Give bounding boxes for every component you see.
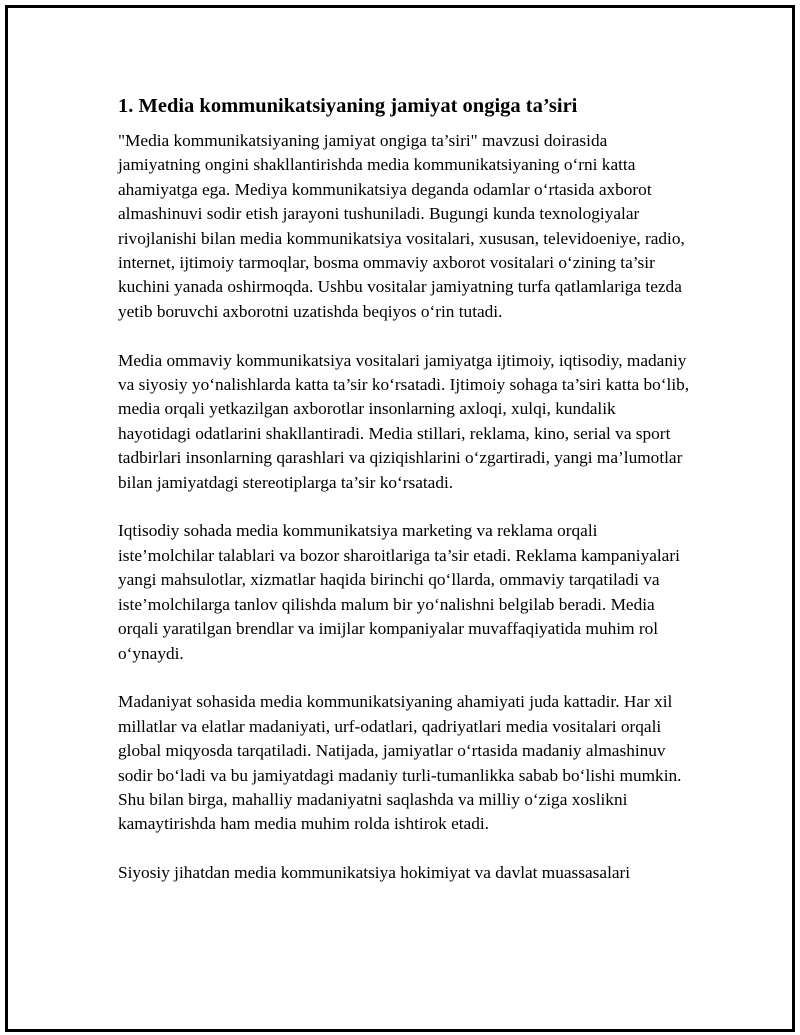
paragraph-economic: Iqtisodiy sohada media kommunikatsiya marketing va reklama orqali iste’molchilar talablari va bozor sharoitlariga ta’sir etadi. Reklama kampaniyalari yangi mahsulotlar, xizmatlar haqida birinchi qo‘llarda, ommaviy tarqatiladi va iste’molchilarga tanlov qilishda malum bir yo‘nalishni belgilab beradi. Media orqali yaratilgan brendlar va imijlar kompaniyalar muvaffaqiyatida muhim rol o‘ynaydi. bbox=[118, 521, 680, 663]
document-body bbox=[118, 93, 690, 910]
paragraph-cultural: Madaniyat sohasida media kommunikatsiyaning ahamiyati juda kattadir. Har xil millatlar va elatlar madaniyati, urf-odatlari, qadriyatlari media vositalari orqali global miqyosda tarqatiladi. Natijada, jamiyatlar o‘rtasida madaniy almashinuv sodir bo‘ladi va bu jamiyatdagi madaniy turli-tumanlikka sabab bo‘lishi mumkin. Shu bilan birga, mahalliy madaniyatni saqlashda va milliy o‘ziga xoslikni kamaytirishda ham media muhim rolda ishtirok etadi. bbox=[118, 692, 682, 834]
paragraph-social: Media ommaviy kommunikatsiya vositalari jamiyatga ijtimoiy, iqtisodiy, madaniy va siyosiy yo‘nalishlarda katta ta’sir ko‘rsatadi. Ijtimoiy sohaga ta’siri katta bo‘lib, media orqali yetkazilgan axborotlar insonlarning axloqi, xulqi, kundalik hayotidagi odatlarini shakllantiradi. Media stillari, reklama, kino, serial va sport tadbirlari insonlarning qarashlari va qiziqishlarini o‘zgartiradi, yangi ma’lumotlar bilan jamiyatdagi stereotiplarga ta’sir ko‘rsatadi. bbox=[118, 350, 690, 492]
paragraph-political: Siyosiy jihatdan media kommunikatsiya hokimiyat va davlat muassasalari bbox=[118, 863, 631, 883]
section-heading: 1. Media kommunikatsiyaning jamiyat ongiga ta’siri bbox=[118, 95, 578, 117]
paragraph-intro: "Media kommunikatsiyaning jamiyat ongiga ta’siri" mavzusi doirasida jamiyatning ongini shakllantirishda media kommunikatsiyaning o‘rni katta ahamiyatga ega. Mediya kommunikatsiya deganda odamlar o‘rtasida axborot almashinuvi sodir etish jarayoni tushuniladi. Bugungi kunda texnologiyalar rivojlanishi bilan media kommunikatsiya vositalari, xususan, televidoeniye, radio, internet, ijtimoiy tarmoqlar, bosma ommaviy axborot vositalari o‘zining ta’sir kuchini yanada oshirmoqda. Ushbu vositalar jamiyatning turfa qatlamlariga tezda yetib boruvchi axborotni uzatishda beqiyos o‘rin tutadi. bbox=[118, 131, 685, 321]
